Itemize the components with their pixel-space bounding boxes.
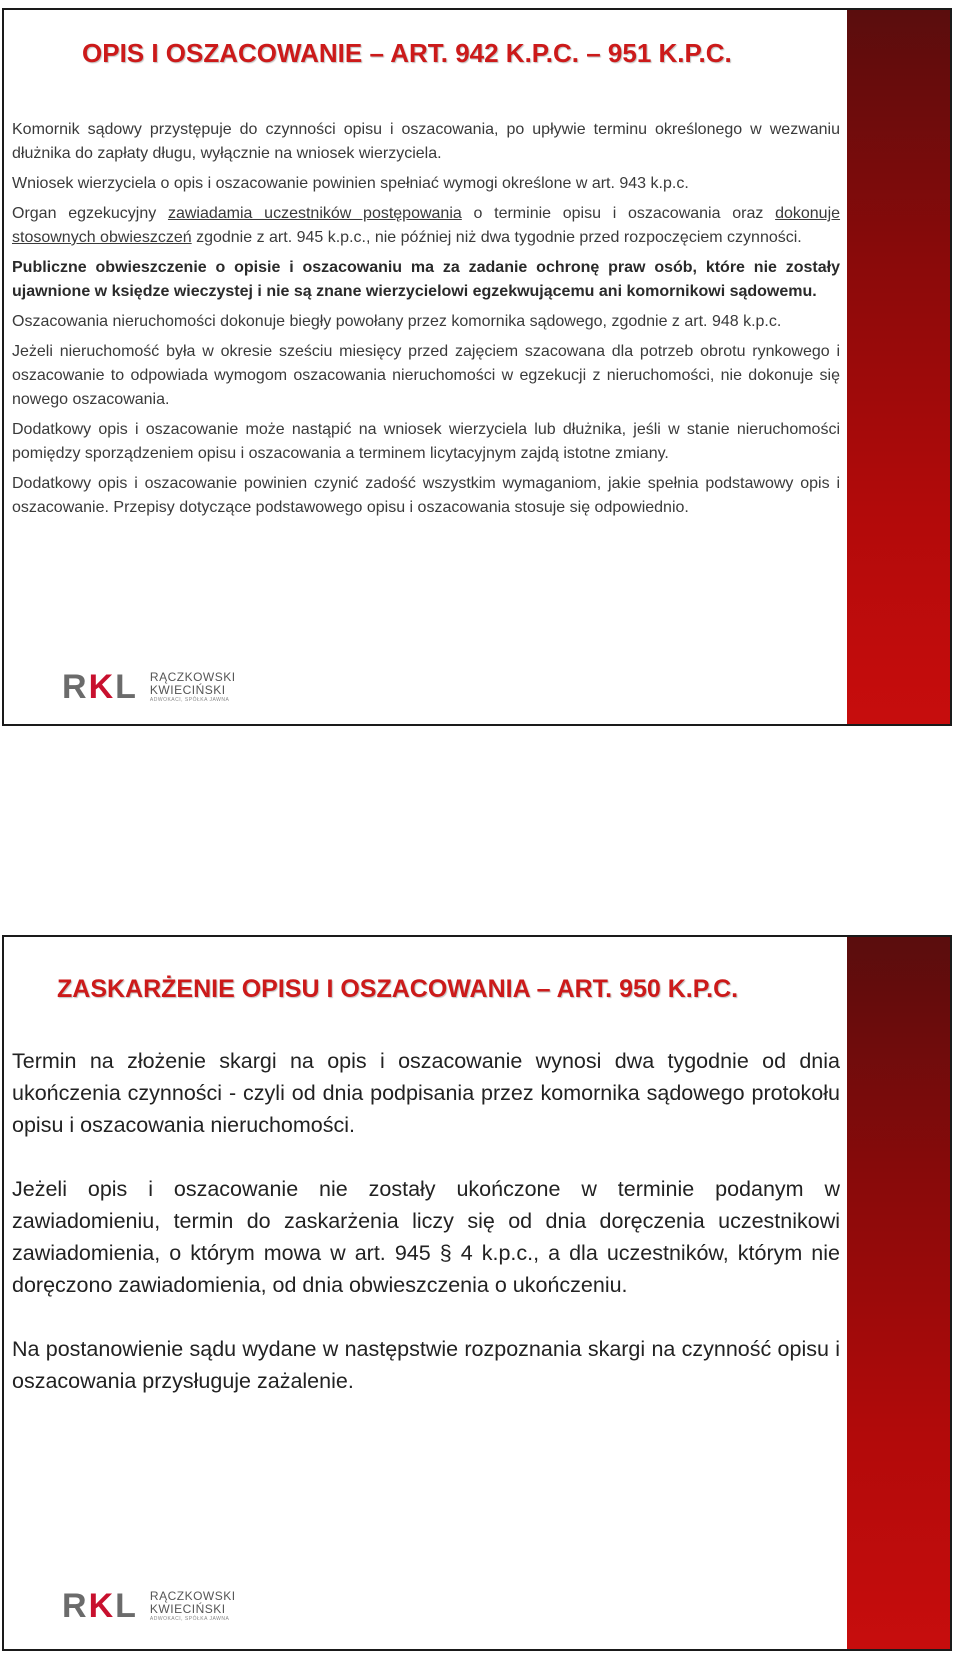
logo-name-1: RĄCZKOWSKI (149, 1588, 236, 1603)
company-logo (62, 670, 236, 704)
text-span: o terminie opisu i oszacowania oraz (461, 205, 776, 222)
logo-subtitle: ADWOKACI, SPÓŁKA JAWNA (149, 696, 230, 703)
logo-letter-l: L (115, 1587, 138, 1625)
logo-letter-k: K (88, 1587, 116, 1625)
bold-paragraph: Publiczne obwieszczenie o opisie i oszacowaniu ma za zadanie ochronę praw osób, które nie zostały ujawnione w księdze wieczystej i nie są znane wierzycielowi egzekwującemu ani komornikowi sądowemu. (12, 259, 840, 300)
logo-letter-l: L (115, 668, 138, 706)
paragraph: Wniosek wierzyciela o opis i oszacowanie powinien spełniać wymogi określone w art. 943 k.p.c. (12, 175, 689, 192)
paragraph: Oszacowania nieruchomości dokonuje biegły powołany przez komornika sądowego, zgodnie z art. 948 k.p.c. (12, 313, 782, 330)
logo-subtitle: ADWOKACI, SPÓŁKA JAWNA (149, 1615, 230, 1622)
paragraph: Na postanowienie sądu wydane w następstwie rozpoznania skargi na czynność opisu i oszacowania przysługuje zażalenie. (12, 1337, 840, 1393)
text-span: zgodnie z art. 945 k.p.c., nie później niż dwa tygodnie przed rozpoczęciem czynności. (191, 229, 802, 246)
slide-opis-i-oszacowanie (2, 8, 952, 726)
logo-name-2: KWIECIŃSKI (149, 682, 226, 697)
logo-name-1: RĄCZKOWSKI (149, 669, 236, 684)
paragraph: Jeżeli opis i oszacowanie nie zostały ukończone w terminie podanym w zawiadomieniu, termin do zaskarżenia liczy się od dnia doręczenia uczestnikowi zawiadomienia, o którym mowa w art. 945 § 4 k.p.c., a dla uczestników, którym nie doręczono zawiadomienia, od dnia obwieszczenia o ukończeniu. (12, 1177, 840, 1297)
logo-letter-k: K (88, 668, 116, 706)
logo-mark (62, 670, 138, 704)
paragraph: Termin na złożenie skargi na opis i oszacowanie wynosi dwa tygodnie od dnia ukończenia czynności - czyli od dnia podpisania przez komornika sądowego protokołu opisu i oszacowania nieruchomości. (12, 1049, 840, 1137)
logo-names (150, 671, 236, 704)
logo-name-2: KWIECIŃSKI (149, 1601, 226, 1616)
company-logo (62, 1589, 236, 1623)
paragraph: Komornik sądowy przystępuje do czynności opisu i oszacowania, po upływie terminu określonego w wezwaniu dłużnika do zapłaty długu, wyłącznie na wniosek wierzyciela. (12, 121, 840, 162)
slide-body (12, 1045, 840, 1429)
slide-body (12, 118, 840, 526)
underlined-text: dokonuje stosownych obwieszczeń (12, 205, 841, 246)
logo-letter-r: R (62, 1587, 89, 1625)
slide-title: OPIS I OSZACOWANIE – ART. 942 K.P.C. – 951 K.P.C. (82, 38, 732, 68)
paragraph: Dodatkowy opis i oszacowanie powinien czynić zadość wszystkim wymaganiom, jakie spełnia podstawowy opis i oszacowanie. Przepisy dotyczące podstawowego opisu i oszacowania stosuje się odpowiednio. (12, 475, 840, 516)
logo-names (150, 1590, 236, 1623)
slide-zaskarzenie (2, 935, 952, 1651)
slide-title: ZASKARŻENIE OPISU I OSZACOWANIA – ART. 950 K.P.C. (57, 975, 739, 1003)
sidebar-gradient (847, 10, 950, 724)
sidebar-gradient (847, 937, 950, 1649)
logo-mark (62, 1589, 138, 1623)
text-span: Organ egzekucyjny (12, 205, 168, 222)
paragraph (12, 202, 840, 250)
paragraph: Dodatkowy opis i oszacowanie może nastąpić na wniosek wierzyciela lub dłużnika, jeśli w stanie nieruchomości pomiędzy sporządzeniem opisu i oszacowania a terminem licytacyjnym zajdą istotne zmiany. (12, 421, 840, 462)
underlined-text: zawiadamia uczestników postępowania (167, 205, 462, 222)
logo-letter-r: R (62, 668, 89, 706)
paragraph: Jeżeli nieruchomość była w okresie sześciu miesięcy przed zajęciem szacowana dla potrzeb obrotu rynkowego i oszacowanie to odpowiada wymogom oszacowania nieruchomości w egzekucji z nieruchomości, nie dokonuje się nowego oszacowania. (12, 343, 840, 408)
